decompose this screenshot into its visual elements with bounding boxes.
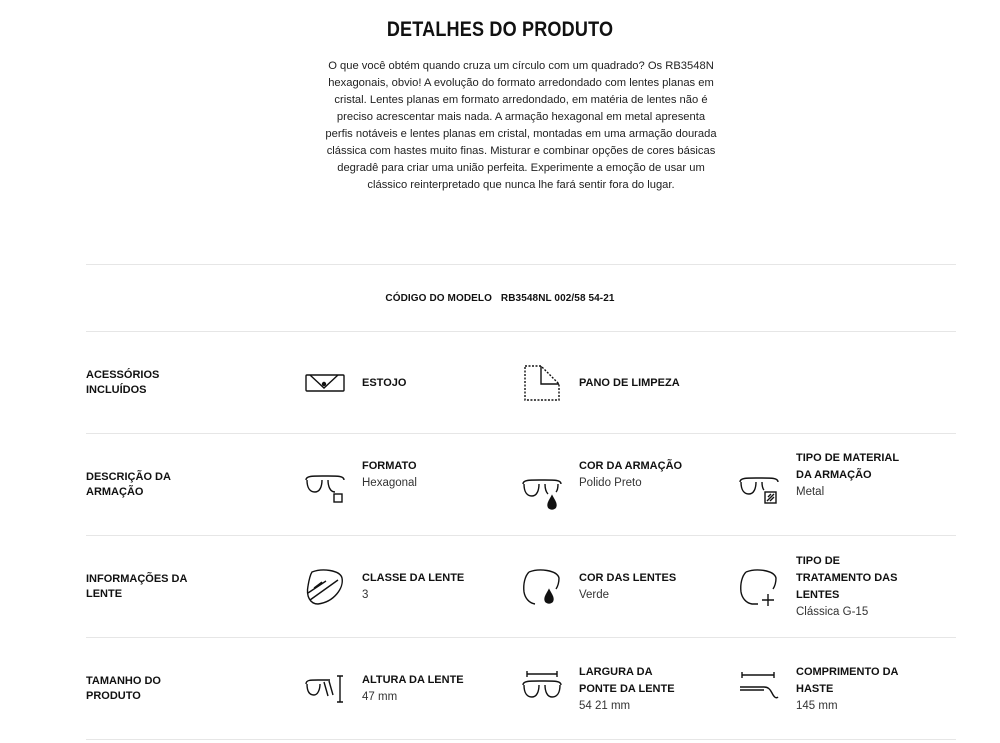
lens-class-label: CLASSE DA LENTE [362,572,465,584]
accessory-cloth-label: PANO DE LIMPEZA [579,377,680,389]
bridge-width-label: LARGURA DA PONTE DA LENTE [579,666,675,695]
divider [86,264,956,265]
model-code [0,293,1000,304]
temple-length-value: 145 mm [796,700,838,712]
lens-color-label: COR DAS LENTES [579,572,677,584]
lens-treatment-value: Clássica G-15 [796,606,869,618]
lens-color-value: Verde [579,589,610,601]
lens-treatment-icon [738,566,780,608]
frame-material-label: TIPO DE MATERIAL DA ARMAÇÃO [796,452,899,481]
frame-shape-icon [304,468,346,510]
bridge-width-icon [521,669,563,711]
accessory-case-label: ESTOJO [362,377,407,389]
size-label: TAMANHO DO PRODUTO [86,675,161,702]
cleaning-cloth-icon [521,362,563,404]
size-row [86,638,956,739]
divider [86,739,956,740]
accessories-row [86,332,956,433]
product-description: O que você obtém quando cruza um círculo com um quadrado? Os RB3548N hexagonais, obvio! A evolução do formato arredondado com lentes planas em cristal. Lentes planas em formato arredondado, em matéria de lentes não é preciso acrescentar mais nada. A armação hexagonal em metal apresenta perfis notáveis e lentes planas em cristal, montadas em uma armação dourada clássica com hastes muito finas. Misturar e combinar opções de cores básicas degradê para criar uma união perfeita. Experimente a emoção de usar um clássico reinterpretado que nunca lhe fará sentir fora do lugar. [325,60,717,191]
model-code-label: CÓDIGO DO MODELO [385,293,493,304]
page-title: DETALHES DO PRODUTO [386,18,614,41]
lens-label: INFORMAÇÕES DA LENTE [86,573,188,600]
frame-shape-label: FORMATO [362,460,417,472]
lens-class-value: 3 [362,589,369,601]
lens-height-value: 47 mm [362,691,398,703]
frame-material-value: Metal [796,486,825,498]
case-icon [304,362,346,404]
lens-height-icon [304,668,346,710]
frame-shape-value: Hexagonal [362,477,417,489]
model-code-value: RB3548NL 002/58 54-21 [500,293,615,304]
lens-height-label: ALTURA DA LENTE [362,674,464,686]
lens-color-icon [521,566,563,608]
lens-row [86,536,956,637]
frame-row [86,434,956,535]
frame-label: DESCRIÇÃO DA ARMAÇÃO [86,471,171,498]
frame-color-value: Polido Preto [579,477,642,489]
accessories-label: ACESSÓRIOS INCLUÍDOS [86,369,160,396]
lens-treatment-label: TIPO DE TRATAMENTO DAS LENTES [796,555,898,601]
frame-material-icon [738,474,780,516]
temple-length-icon [738,669,780,711]
temple-length-label: COMPRIMENTO DA HASTE [796,666,899,695]
bridge-width-value: 54 21 mm [579,700,631,712]
frame-color-label: COR DA ARMAÇÃO [579,460,683,472]
frame-color-icon [521,474,563,516]
lens-class-icon [304,566,346,608]
